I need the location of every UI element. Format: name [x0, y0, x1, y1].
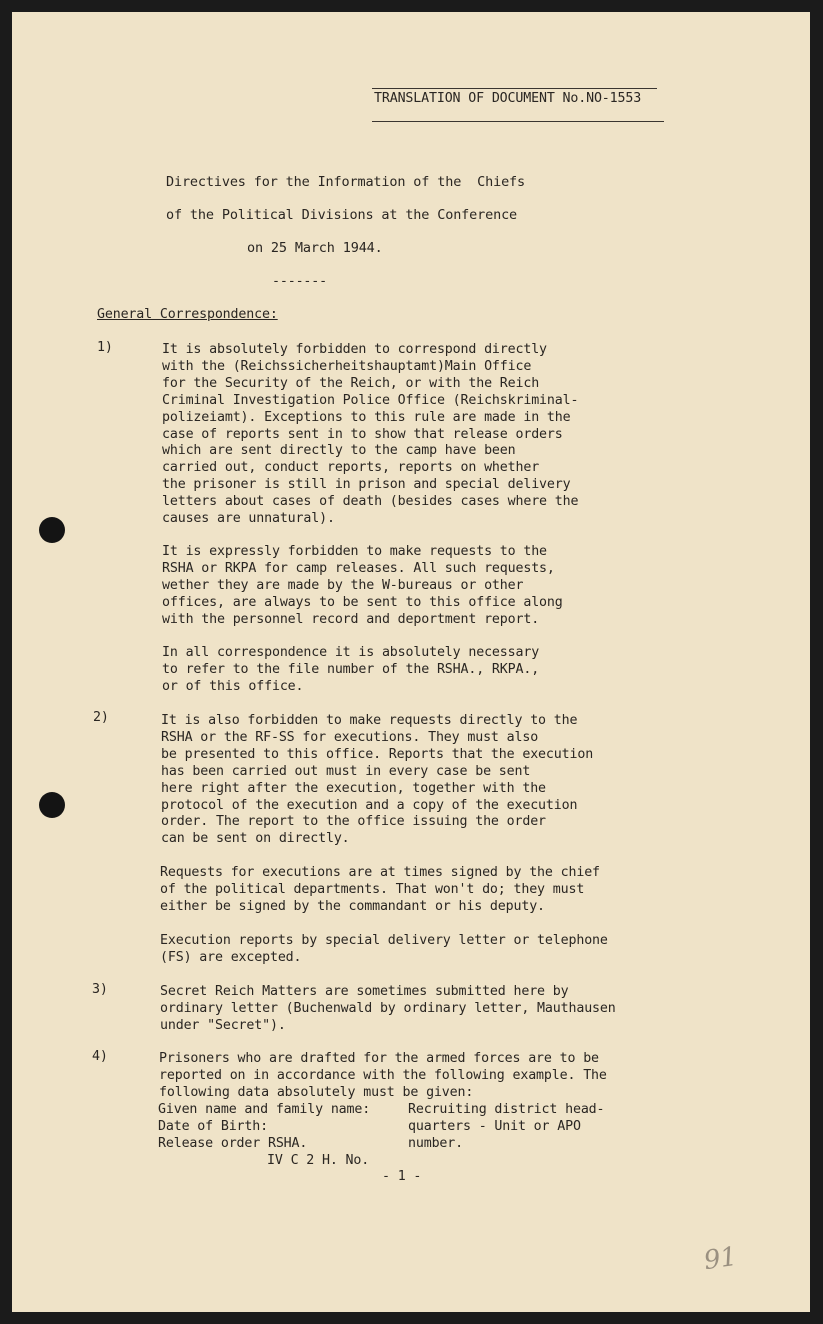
item-number: 1) — [97, 340, 113, 355]
data-footer: IV C 2 H. No. — [267, 1153, 370, 1168]
item-4-paragraph-1: Prisoners who are drafted for the armed forces are to be reported on in accordance with the following example. The following data absolutely must be given: — [159, 1051, 607, 1100]
item-2-paragraph-2: Requests for executions are at times signed by the chief of the political departments. That won't do; they must either be signed by the commandant or his deputy. — [160, 865, 600, 914]
item-number: 3) — [92, 982, 108, 997]
item-1-paragraph-1: It is absolutely forbidden to correspond directly with the (Reichssicherheitshauptamt)Main Office for the Security of the Reich, or with the Reich Criminal Investigation Police Office (Reichskriminal- polizeiamt). Exceptions to this rule are made in the case of reports sent in to show that release orders which are sent directly to the camp have been carried out, conduct reports, reports on whether the prisoner is still in prison and special delivery letters about cases of death (besides cases where the causes are unnatural). — [162, 342, 579, 527]
document-header: TRANSLATION OF DOCUMENT No.NO-1553 — [374, 91, 642, 106]
item-2-paragraph-1: It is also forbidden to make requests directly to the RSHA or the RF-SS for executions. They must also be presented to this office. Reports that the execution has been carried out must in every case be sent here right after the execution, together with the protocol of the execution and a copy of the execution order. The report to the office issuing the order can be sent on directly. — [161, 713, 594, 847]
header-rule-bottom — [372, 121, 664, 122]
data-left-column: Given name and family name: Date of Birth: Release order RSHA. — [158, 1102, 371, 1151]
document-page — [12, 12, 810, 1312]
title-line-1: Directives for the Information of the Chiefs — [166, 174, 525, 190]
header-rule-top — [372, 88, 657, 89]
archive-mark: 91 — [702, 1241, 739, 1277]
title-divider: ------- — [272, 274, 327, 289]
page-number: - 1 - — [382, 1169, 422, 1184]
item-number: 4) — [92, 1049, 108, 1064]
data-right-column: Recruiting district head- quarters - Unit or APO number. — [408, 1102, 605, 1151]
title-line-3: on 25 March 1944. — [247, 240, 383, 256]
item-1-paragraph-2: It is expressly forbidden to make requests to the RSHA or RKPA for camp releases. All such requests, wether they are made by the W-bureaus or other offices, are always to be sent to this office along with the personnel record and deportment report. — [162, 544, 563, 627]
punch-hole — [39, 517, 65, 543]
item-number: 2) — [93, 710, 109, 725]
section-heading: General Correspondence: — [97, 307, 278, 322]
item-1-paragraph-3: In all correspondence it is absolutely necessary to refer to the file number of the RSHA., RKPA., or of this office. — [162, 645, 540, 694]
item-2-paragraph-3: Execution reports by special delivery letter or telephone (FS) are excepted. — [160, 933, 608, 965]
item-3-paragraph-1: Secret Reich Matters are sometimes submitted here by ordinary letter (Buchenwald by ordinary letter, Mauthausen under "Secret"). — [160, 984, 616, 1033]
title-line-2: of the Political Divisions at the Conference — [166, 207, 518, 223]
punch-hole — [39, 792, 65, 818]
